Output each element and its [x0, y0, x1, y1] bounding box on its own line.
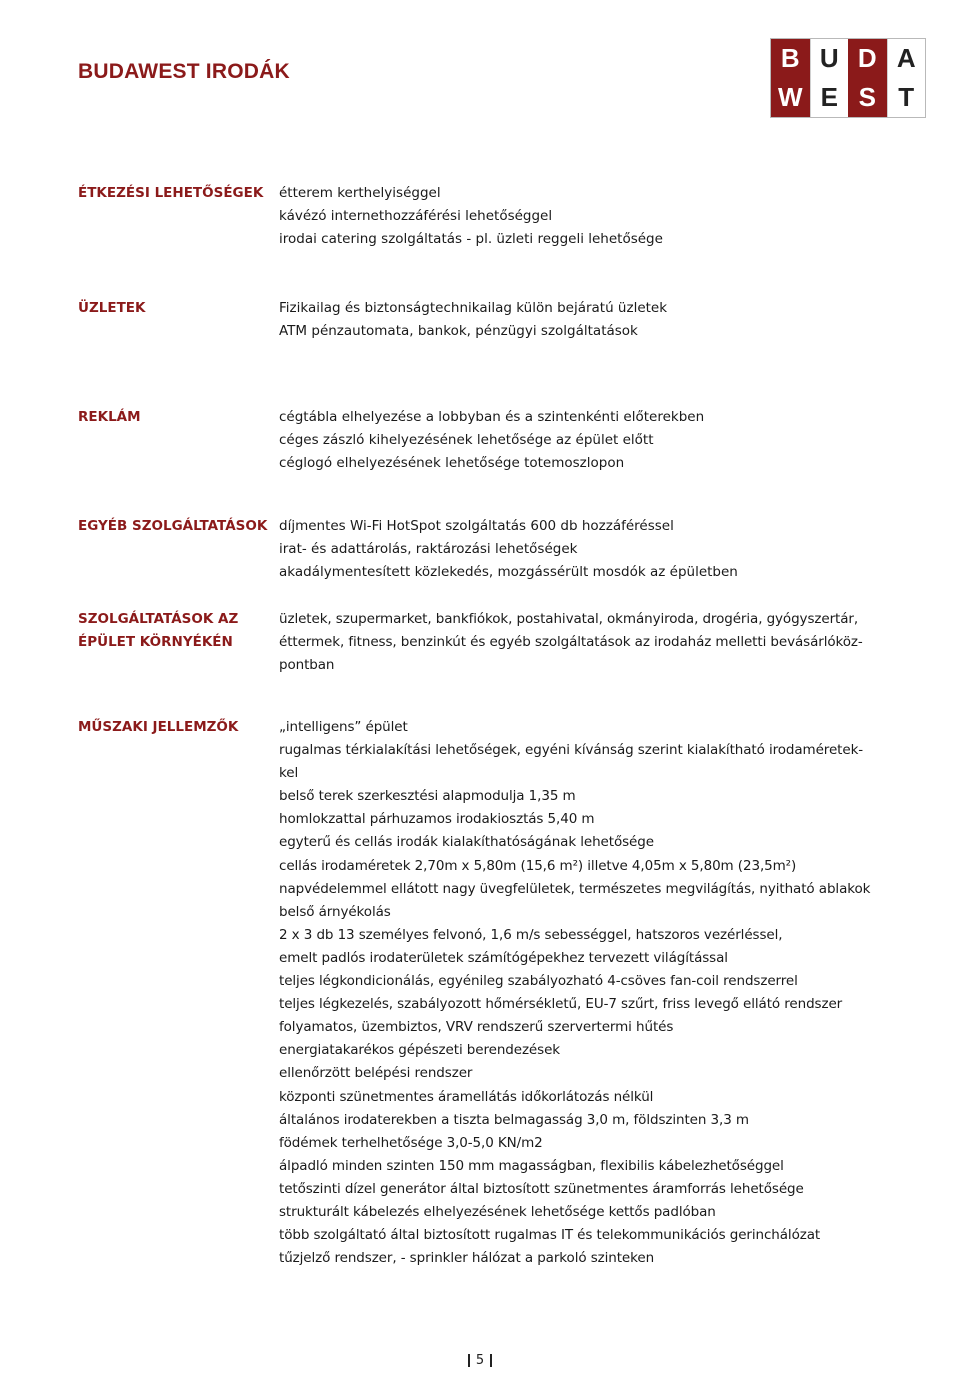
section-label-etkezes: ÉTKEZÉSI LEHETŐSÉGEK: [78, 185, 264, 201]
logo-letter: S: [848, 78, 887, 117]
logo-letter: A: [887, 39, 926, 78]
document-title: BUDAWEST IRODÁK: [78, 60, 290, 83]
list-item: kávézó internethozzáférési lehetőséggel: [279, 208, 553, 225]
list-item: folyamatos, üzembiztos, VRV rendszerű szervertermi hűtés: [279, 1019, 674, 1036]
logo-letter: D: [848, 39, 887, 78]
budawest-logo: [770, 38, 926, 118]
list-item: napvédelemmel ellátott nagy üvegfelületek, természetes megvilágítás, nyitható ablakok: [279, 880, 871, 897]
list-item: kel: [279, 765, 299, 782]
list-item: teljes légkezelés, szabályozott hőmérsékletű, EU-7 szűrt, friss levegő ellátó rendszer: [279, 996, 843, 1013]
list-item: akadálymentesített közlekedés, mozgássérült mosdók az épületben: [279, 564, 738, 581]
page-number-divider: [468, 1354, 470, 1367]
section-content-uzletek: [279, 297, 919, 343]
page-number: [0, 1353, 960, 1368]
section-content-egyeb: [279, 515, 919, 584]
list-item: födémek terhelhetősége 3,0-5,0 KN/m2: [279, 1134, 543, 1151]
list-item: rugalmas térkialakítási lehetőségek, egyéni kívánság szerint kialakítható irodaméretek-: [279, 742, 864, 759]
list-item: strukturált kábelezés elhelyezésének lehetősége kettős padlóban: [279, 1203, 716, 1220]
list-item: tetőszinti dízel generátor által biztosított szünetmentes áramforrás lehetősége: [279, 1180, 804, 1197]
section-label-egyeb: EGYÉB SZOLGÁLTATÁSOK: [78, 518, 268, 534]
list-item: céglogó elhelyezésének lehetősége totemoszlopon: [279, 455, 625, 472]
list-item: pontban: [279, 657, 335, 674]
page-number-value: 5: [475, 1353, 485, 1368]
list-item: Fizikailag és biztonságtechnikailag külön bejáratú üzletek: [279, 300, 668, 316]
list-item: energiatakarékos gépészeti berendezések: [279, 1042, 560, 1059]
list-item: 2 x 3 db 13 személyes felvonó, 1,6 m/s sebességgel, hatszoros vezérléssel,: [279, 926, 783, 943]
logo-letter: W: [771, 78, 810, 117]
section-content-kornyek: [279, 608, 919, 677]
list-item: irat- és adattárolás, raktározási lehetőségek: [279, 541, 578, 558]
section-content-reklam: [279, 406, 919, 475]
section-label-kornyek: SZOLGÁLTATÁSOK AZ ÉPÜLET KÖRNYÉKÉN: [78, 611, 239, 650]
section-label-muszaki: MŰSZAKI JELLEMZŐK: [78, 719, 239, 735]
list-item: belső terek szerkesztési alapmodulja 1,35 m: [279, 788, 576, 805]
section-content-etkezes: [279, 182, 919, 251]
logo-letter: U: [810, 39, 849, 78]
list-item: homlokzattal párhuzamos irodakiosztás 5,40 m: [279, 811, 595, 828]
section-label-reklam: REKLÁM: [78, 409, 141, 425]
logo-letter: E: [810, 78, 849, 117]
list-item: éttermek, fitness, benzinkút és egyéb szolgáltatások az irodaház melletti bevásárlóköz-: [279, 634, 863, 651]
list-item: tűzjelző rendszer, - sprinkler hálózat a parkoló szinteken: [279, 1250, 655, 1267]
list-item: álpadló minden szinten 150 mm magasságban, flexibilis kábelezhetőséggel: [279, 1157, 784, 1174]
logo-letter: T: [887, 78, 926, 117]
list-item: díjmentes Wi-Fi HotSpot szolgáltatás 600 db hozzáféréssel: [279, 518, 674, 534]
list-item: központi szünetmentes áramellátás időkorlátozás nélkül: [279, 1088, 654, 1105]
list-item: ellenőrzött belépési rendszer: [279, 1065, 473, 1082]
section-label-uzletek: ÜZLETEK: [78, 300, 146, 316]
list-item: belső árnyékolás: [279, 903, 391, 920]
list-item: egyterű és cellás irodák kialakíthatóságának lehetősége: [279, 834, 654, 851]
list-item: üzletek, szupermarket, bankfiókok, postahivatal, okmányiroda, drogéria, gyógyszertár,: [279, 611, 859, 627]
list-item: cégtábla elhelyezése a lobbyban és a szintenkénti előterekben: [279, 409, 705, 425]
list-item: „intelligens” épület: [279, 719, 408, 735]
list-item: teljes légkondicionálás, egyénileg szabályozható 4-csöves fan-coil rendszerrel: [279, 973, 798, 990]
list-item: cellás irodaméretek 2,70m x 5,80m (15,6 m²) illetve 4,05m x 5,80m (23,5m²): [279, 857, 797, 874]
list-item: ATM pénzautomata, bankok, pénzügyi szolgáltatások: [279, 323, 638, 340]
section-content-muszaki: [279, 716, 919, 1270]
list-item: céges zászló kihelyezésének lehetősége az épület előtt: [279, 432, 654, 449]
list-item: több szolgáltató által biztosított rugalmas IT és telekommunikációs gerinchálózat: [279, 1227, 821, 1244]
list-item: általános irodaterekben a tiszta belmagasság 3,0 m, földszinten 3,3 m: [279, 1111, 749, 1128]
list-item: irodai catering szolgáltatás - pl. üzleti reggeli lehetősége: [279, 231, 663, 248]
page-number-divider: [490, 1354, 492, 1367]
logo-letter: B: [771, 39, 810, 78]
list-item: emelt padlós irodaterületek számítógépekhez tervezett világítással: [279, 949, 728, 966]
list-item: étterem kerthelyiséggel: [279, 185, 441, 201]
